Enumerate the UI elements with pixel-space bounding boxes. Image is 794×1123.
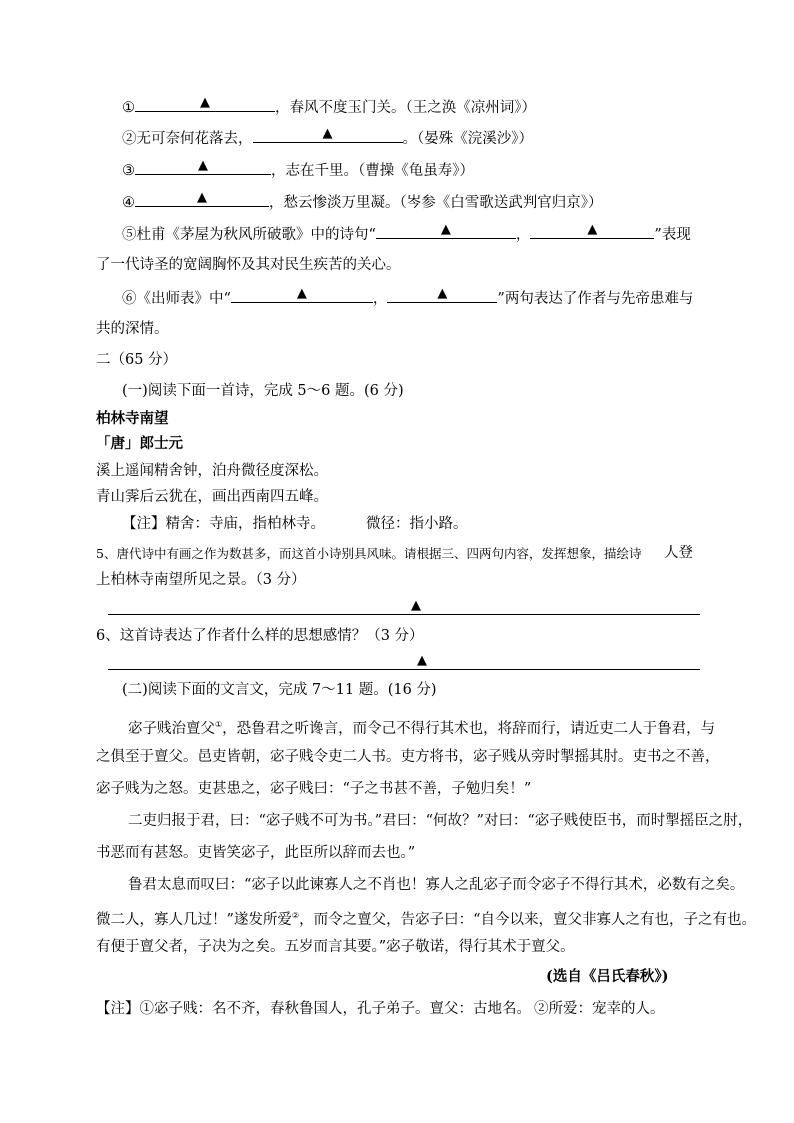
punctuation: ，	[515, 227, 531, 243]
answer-line[interactable]	[108, 613, 700, 615]
answer-line[interactable]	[108, 668, 700, 670]
footnote-1: 【注】①宓子贱：名不齐，春秋鲁国人，孔子弟子。亶父：古地名。	[96, 1001, 531, 1017]
triangle-marker: ▲	[322, 126, 333, 141]
footnote-ref: ①	[215, 720, 223, 729]
triangle-marker: ▲	[200, 95, 210, 110]
answer-marker: ▲	[417, 653, 427, 668]
question-text: ”两句表达了作者与先帝患难与	[497, 291, 694, 307]
question-6	[122, 287, 693, 309]
passage-p1-line-1	[128, 715, 715, 739]
part1-intro: (一)阅读下面一首诗，完成 5～6 题。(6 分)	[122, 383, 404, 399]
poem-author: 「唐」郎士元	[96, 435, 183, 452]
passage-p3-line-3: 有便于亶父者，子决为之矣。五岁而言其要。”宓子敬诺，得行其术于亶父。	[96, 939, 575, 955]
passage-text: ，恐鲁君之听谗言，而令己不得行其术也，将辞而行，请近吏二人于鲁君，与	[222, 720, 716, 737]
question-text: ⑥《出师表》中“	[122, 291, 231, 307]
answer-marker: ▲	[411, 598, 421, 613]
passage-text: ，而令之亶父，告宓子曰：“自今以来，亶父非寡人之有也，子之有也。	[299, 911, 757, 928]
passage-p1-line-2: 之俱至于亶父。邑吏皆朝，宓子贱令吏二人书。吏方将书，宓子贱从旁时掣摇其肘。吏书之不善，	[96, 749, 720, 765]
question-text: ”表现	[654, 227, 691, 243]
footnote-2: ②所爱：宠幸的人。	[534, 1001, 665, 1017]
poem-note-2: 微径：指小路。	[366, 516, 468, 532]
question-5-cont: 了一代诗圣的宽阔胸怀及其对民生疾苦的关心。	[96, 257, 401, 273]
passage-p3-line-2	[96, 906, 756, 930]
poem-title: 柏林寺南望	[96, 410, 169, 427]
part2-intro: (二)阅读下面的文言文，完成 7～11 题。(16 分)	[122, 682, 437, 698]
passage-p1-line-3: 宓子贱为之怒。吏甚患之，宓子贱曰：“子之书甚不善，子勉归矣！”	[96, 781, 532, 797]
question-5-prompt-tail: 人登	[664, 545, 693, 561]
punctuation: ，	[372, 291, 388, 307]
footnote-ref: ②	[291, 911, 300, 920]
poem-line-1: 溪上遥闻精舍钟，泊舟微径度深松。	[96, 463, 328, 479]
triangle-marker: ▲	[197, 190, 207, 205]
passage-p3-line-1: 鲁君太息而叹曰：“宓子以此谏寡人之不肖也！寡人之乱宓子而令宓子不得行其术，必数有之矣。	[128, 877, 745, 893]
source-citation: (选自《吕氏春秋》)	[546, 968, 669, 985]
question-number: ③	[122, 163, 135, 179]
answer-blank[interactable]	[387, 287, 497, 303]
poem-note-1: 【注】精舍：寺庙，指柏林寺。	[122, 516, 325, 532]
passage-text: 宓子贱治亶父	[128, 720, 215, 737]
question-text: ⑤杜甫《茅屋为秋风所破歌》中的诗句“	[122, 227, 376, 243]
passage-p2-line-1: 二吏归报于君，曰：“宓子贱不可为书。”君曰：“何故？”对曰：“宓子贱使臣书，而时掣摇臣之肘，	[128, 813, 753, 829]
answer-blank[interactable]	[253, 127, 403, 143]
poem-line-2: 青山霁后云犹在，画出西南四五峰。	[96, 489, 328, 505]
question-text: ，愁云惨淡万里凝。（岑参《白雪歌送武判官归京》）	[269, 195, 603, 211]
passage-text: 微二人，寡人几过！”遂发所爱	[96, 911, 292, 928]
question-number: ①	[122, 100, 135, 116]
question-text: 。（晏殊《浣溪沙》）	[402, 131, 533, 147]
question-text: ，志在千里。（曹操《龟虽寿》）	[271, 163, 474, 179]
question-5-prompt: 5、唐代诗中有画之作为数甚多，而这首小诗别具风味。请根据三、四两句内容，发挥想象，描绘诗	[96, 546, 642, 561]
answer-blank[interactable]	[135, 159, 271, 175]
answer-blank[interactable]	[530, 223, 654, 239]
question-text: ②无可奈何花落去，	[122, 131, 253, 147]
question-number: ④	[122, 195, 135, 211]
question-1	[122, 96, 536, 118]
triangle-marker: ▲	[440, 222, 451, 237]
section-heading: 二（65 分）	[96, 352, 178, 368]
question-6-prompt: 6、这首诗表达了作者什么样的思想感情？（3 分）	[96, 628, 424, 644]
triangle-marker: ▲	[198, 158, 208, 173]
question-5-prompt-2: 上柏林寺南望所见之景。（3 分）	[96, 572, 306, 588]
passage-p2-line-2: 书恶而有甚怒。吏皆笑宓子，此臣所以辞而去也。”	[96, 845, 416, 861]
question-text: ，春风不度玉门关。（王之涣《凉州词》）	[275, 100, 536, 116]
triangle-marker: ▲	[437, 286, 448, 301]
triangle-marker: ▲	[587, 222, 598, 237]
answer-blank[interactable]	[135, 191, 269, 207]
question-6-cont: 共的深情。	[96, 321, 169, 337]
answer-blank[interactable]	[135, 96, 275, 112]
question-4	[122, 191, 603, 213]
answer-blank[interactable]	[231, 287, 373, 303]
question-5	[122, 223, 691, 245]
triangle-marker: ▲	[296, 286, 307, 301]
answer-blank[interactable]	[376, 223, 516, 239]
question-3	[122, 159, 474, 181]
question-2	[122, 127, 533, 149]
